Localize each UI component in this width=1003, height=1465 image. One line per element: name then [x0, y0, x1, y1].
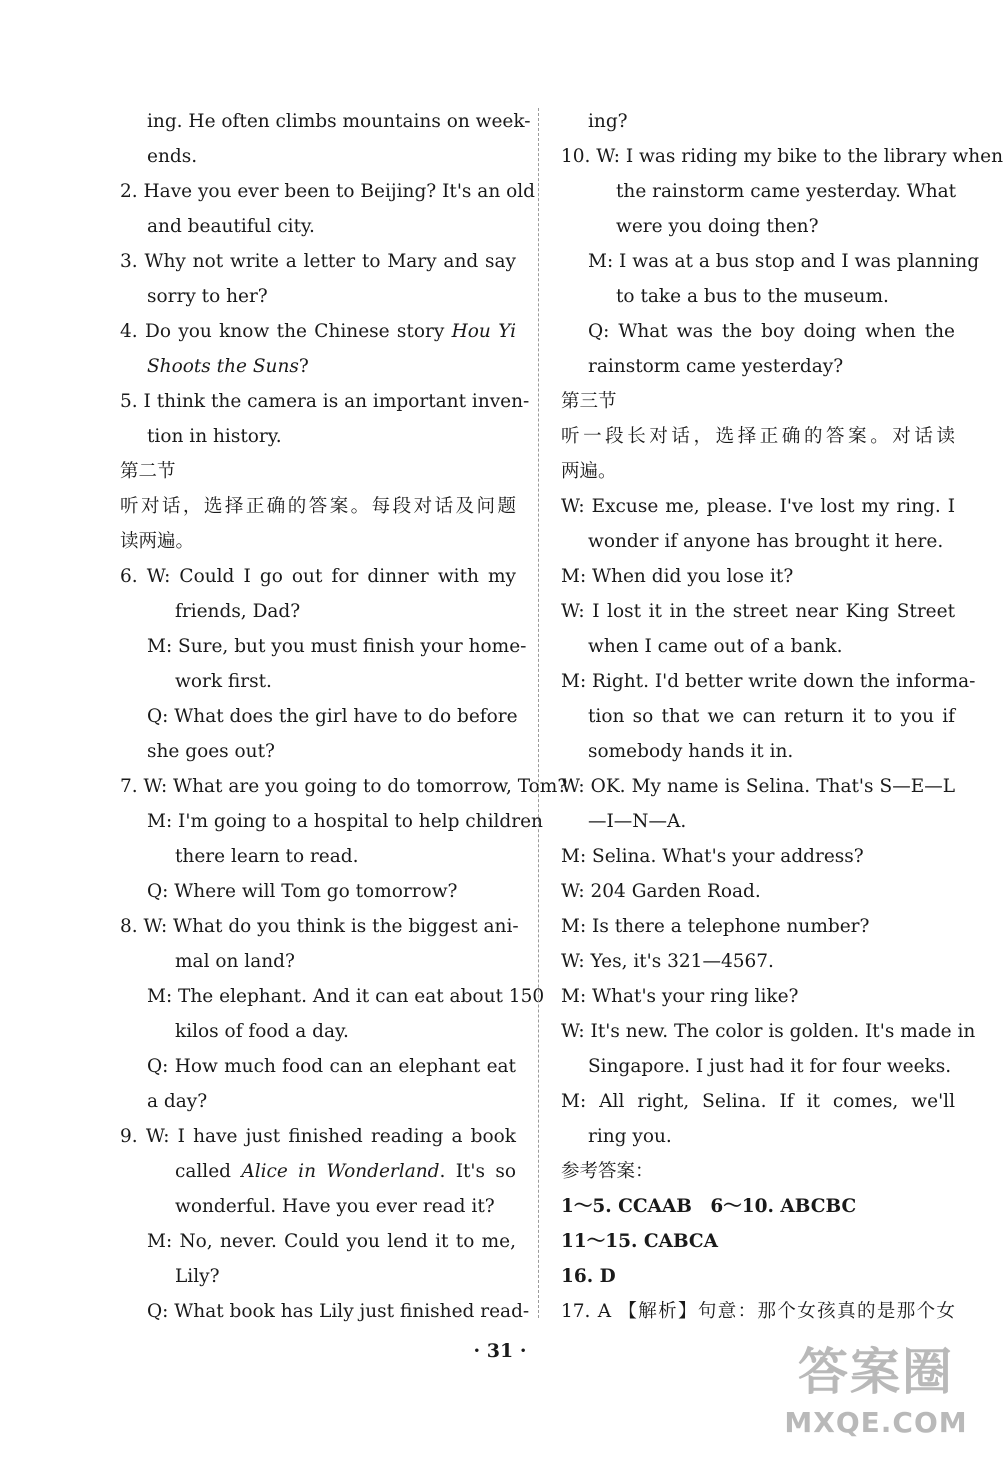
text-line: 听对话，选择正确的答案。每段对话及问题: [120, 496, 516, 517]
text-line: 11～15. CABCA: [561, 1231, 719, 1252]
text-line: mal on land?: [175, 951, 295, 972]
text-line: M: Right. I'd better write down the informa-: [561, 671, 976, 692]
text-line: kilos of food a day.: [175, 1021, 349, 1042]
text-line: the rainstorm came yesterday. What: [616, 181, 957, 202]
text-line: 听一段长对话，选择正确的答案。对话读: [561, 426, 955, 447]
text-line: friends, Dad?: [175, 601, 301, 622]
watermark-logo-text: 答案圈: [798, 1343, 954, 1401]
text-line: 第三节: [561, 391, 617, 412]
text-line: W: I lost it in the street near King Street: [561, 601, 955, 622]
text-line: tion so that we can return it to you if: [588, 706, 955, 727]
text-line: M: I'm going to a hospital to help children: [147, 811, 543, 832]
text-line: 第二节: [120, 461, 176, 482]
text-line: M: All right, Selina. If it comes, we'll: [561, 1091, 955, 1112]
text-line: called Alice in Wonderland. It's so: [175, 1161, 516, 1182]
text-line: Shoots the Suns?: [147, 356, 309, 377]
text-line: were you doing then?: [616, 216, 819, 237]
text-line: M: No, never. Could you lend it to me,: [147, 1231, 516, 1252]
text-line: and beautiful city.: [147, 216, 315, 237]
text-line: sorry to her?: [147, 286, 268, 307]
text-line: ing?: [588, 111, 628, 132]
text-line: Q: What book has Lily just finished read-: [147, 1301, 530, 1322]
text-line: rainstorm came yesterday?: [588, 356, 844, 377]
text-line: a day?: [147, 1091, 208, 1112]
watermark-logo: [770, 1341, 982, 1459]
text-line: —I—N—A.: [588, 811, 687, 832]
text-line: when I came out of a bank.: [588, 636, 843, 657]
text-line: to take a bus to the museum.: [616, 286, 889, 307]
text-line: ring you.: [588, 1126, 672, 1147]
text-line: Q: What does the girl have to do before: [147, 706, 518, 727]
text-line: M: I was at a bus stop and I was planning: [588, 251, 980, 272]
text-line: 参考答案：: [561, 1161, 654, 1182]
text-line: 读两遍。: [120, 531, 195, 552]
text-line: work first.: [175, 671, 272, 692]
text-line: 9. W: I have just finished reading a book: [120, 1126, 516, 1147]
text-line: ends.: [147, 146, 198, 167]
column-divider: [538, 108, 539, 1318]
text-line: W: OK. My name is Selina. That's S—E—L: [561, 776, 955, 797]
text-line: Singapore. I just had it for four weeks.: [588, 1056, 952, 1077]
text-line: 6. W: Could I go out for dinner with my: [120, 566, 516, 587]
text-line: 3. Why not write a letter to Mary and say: [120, 251, 516, 272]
text-line: 17. A 【解析】句意：那个女孩真的是那个女: [561, 1301, 955, 1322]
page-number: · 31 ·: [473, 1340, 527, 1362]
watermark-url: MXQE.COM: [784, 1406, 968, 1439]
text-line: 两遍。: [561, 461, 617, 482]
text-line: M: The elephant. And it can eat about 150: [147, 986, 545, 1007]
text-line: M: When did you lose it?: [561, 566, 794, 587]
text-line: she goes out?: [147, 741, 275, 762]
text-line: there learn to read.: [175, 846, 359, 867]
text-line: Q: How much food can an elephant eat: [147, 1056, 516, 1077]
text-line: wonder if anyone has brought it here.: [588, 531, 944, 552]
text-line: wonderful. Have you ever read it?: [175, 1196, 495, 1217]
text-line: 5. I think the camera is an important inven-: [120, 391, 530, 412]
text-line: W: Excuse me, please. I've lost my ring. I: [561, 496, 955, 517]
text-line: M: Sure, but you must finish your home-: [147, 636, 527, 657]
text-line: tion in history.: [147, 426, 282, 447]
text-line: 4. Do you know the Chinese story Hou Yi: [120, 321, 516, 342]
text-line: 8. W: What do you think is the biggest ani-: [120, 916, 519, 937]
text-line: 16. D: [561, 1266, 616, 1287]
text-line: Lily?: [175, 1266, 220, 1287]
text-line: 10. W: I was riding my bike to the library when: [561, 146, 1003, 167]
text-line: somebody hands it in.: [588, 741, 794, 762]
right-column: [561, 104, 1003, 1329]
text-line: ing. He often climbs mountains on week-: [147, 111, 531, 132]
text-line: 7. W: What are you going to do tomorrow, Tom?: [120, 776, 568, 797]
text-line: M: Selina. What's your address?: [561, 846, 864, 867]
text-line: W: It's new. The color is golden. It's made in: [561, 1021, 976, 1042]
text-line: Q: Where will Tom go tomorrow?: [147, 881, 458, 902]
text-line: 2. Have you ever been to Beijing? It's an old: [120, 181, 536, 202]
text-line: M: Is there a telephone number?: [561, 916, 870, 937]
text-line: W: 204 Garden Road.: [561, 881, 761, 902]
text-line: W: Yes, it's 321—4567.: [561, 951, 774, 972]
text-line: 1～5. CCAAB 6～10. ABCBC: [561, 1196, 857, 1217]
text-line: M: What's your ring like?: [561, 986, 799, 1007]
left-column: [120, 104, 568, 1329]
text-line: Q: What was the boy doing when the: [588, 321, 955, 342]
